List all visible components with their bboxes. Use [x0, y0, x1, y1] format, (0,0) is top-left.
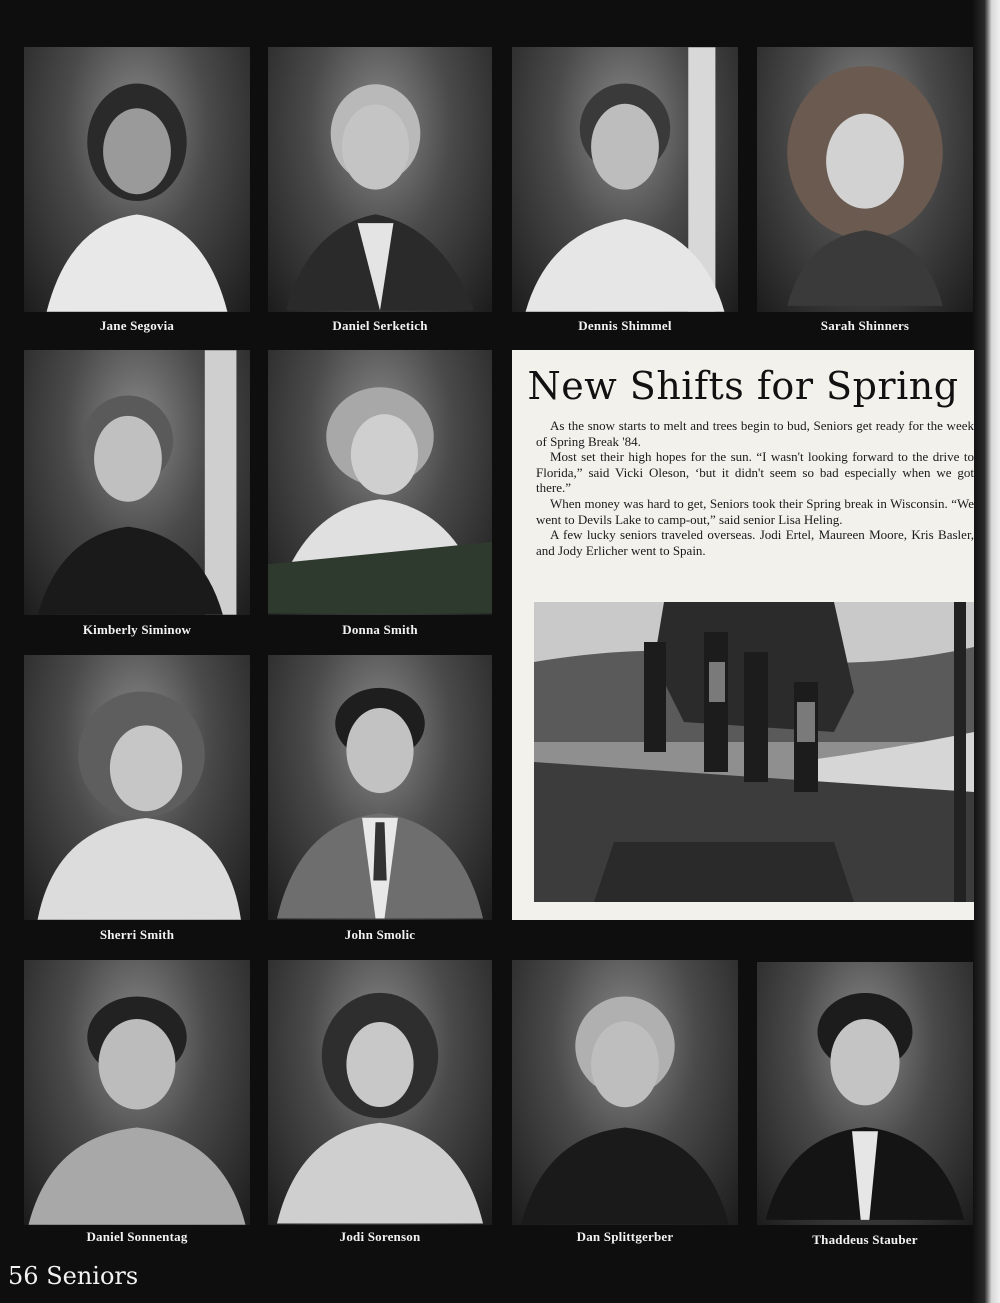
- article-body: [536, 418, 974, 558]
- portrait-photo: [24, 47, 250, 312]
- portrait-photo: [268, 655, 492, 920]
- article-paragraph: As the snow starts to melt and trees begin to bud, Seniors get ready for the week of Spring Break '84.: [536, 418, 974, 449]
- article-paragraph: A few lucky seniors traveled overseas. Jodi Ertel, Maureen Moore, Kris Basler, and Jody Erlicher went to Spain.: [536, 527, 974, 558]
- portrait-name: Kimberly Siminow: [82, 622, 192, 637]
- portrait-name: Daniel Sonnentag: [86, 1229, 188, 1244]
- portrait-photo: [512, 47, 738, 312]
- page-number: 56: [8, 1262, 39, 1290]
- portrait-photo: [24, 960, 250, 1225]
- section-label: Seniors: [46, 1262, 139, 1290]
- page-folio: [8, 1262, 138, 1290]
- devils-lake-photo: [534, 602, 974, 902]
- portrait-name: Donna Smith: [342, 622, 418, 637]
- portrait-name: Sherri Smith: [99, 927, 175, 942]
- portrait-name: Sarah Shinners: [820, 318, 910, 333]
- article-paragraph: Most set their high hopes for the sun. “I wasn't looking forward to the drive to Florida,” said Vicki Oleson, ‘but it didn't seem so bad especially when we got there.”: [536, 449, 974, 496]
- portrait-photo: [512, 960, 738, 1225]
- portrait-name: Daniel Serketich: [332, 318, 428, 333]
- portrait-name: Dan Splittgerber: [576, 1229, 674, 1244]
- portrait-name: Jane Segovia: [99, 318, 175, 333]
- portrait-name: Thaddeus Stauber: [812, 1232, 918, 1247]
- article-panel: [512, 350, 974, 920]
- portrait-name: Jodi Sorenson: [339, 1229, 421, 1244]
- portrait-photo: [268, 350, 492, 615]
- portrait-photo: [757, 47, 973, 312]
- portrait-photo: [268, 47, 492, 312]
- portrait-name: Dennis Shimmel: [578, 318, 672, 333]
- article-headline: New Shifts for Spring: [527, 364, 959, 408]
- book-spine: [972, 0, 1000, 1303]
- portrait-photo: [24, 655, 250, 920]
- portrait-photo: [268, 960, 492, 1225]
- article-paragraph: When money was hard to get, Seniors took their Spring break in Wisconsin. “We went to Devils Lake to camp-out,” said senior Lisa Heling.: [536, 495, 974, 527]
- portrait-photo: [24, 350, 250, 615]
- portrait-name: John Smolic: [344, 927, 416, 942]
- portrait-photo: [757, 962, 973, 1225]
